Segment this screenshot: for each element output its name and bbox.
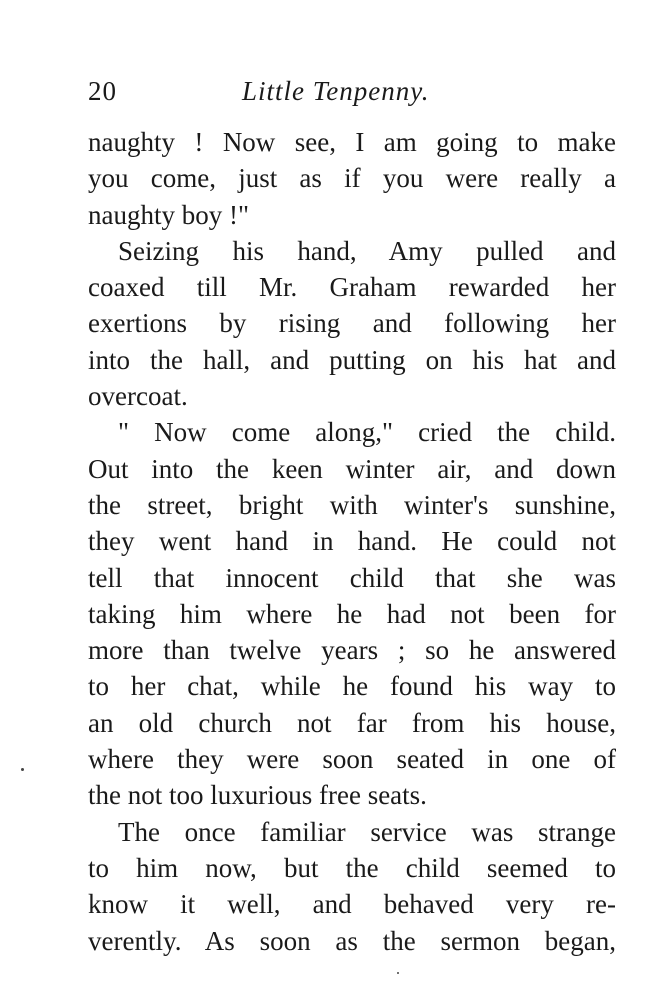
text-line: an old church not far from his house, <box>88 707 616 738</box>
text-line: they went hand in hand. He could not <box>88 526 616 557</box>
text-line: taking him where he had not been for <box>88 598 616 629</box>
text-line: coaxed till Mr. Graham rewarded her <box>88 272 616 303</box>
text-line: naughty boy !" <box>88 199 249 230</box>
text-line: where they were soon seated in one of <box>88 744 616 775</box>
page-header <box>88 76 616 116</box>
page-number: 20 <box>88 76 117 106</box>
text-line: Out into the keen winter air, and down <box>88 453 616 484</box>
text-line: to him now, but the child seemed to <box>88 852 616 883</box>
text-line: more than twelve years ; so he answered <box>88 635 616 666</box>
text-line: the not too luxurious free seats. <box>88 780 427 811</box>
text-line: Seizing his hand, Amy pulled and <box>118 235 616 266</box>
body-text <box>88 124 616 959</box>
text-line: tell that innocent child that she was <box>88 562 616 593</box>
text-line: you come, just as if you were really a <box>88 163 616 194</box>
paper-speck <box>397 972 399 974</box>
running-title: Little Tenpenny. <box>242 76 430 106</box>
text-line: verently. As soon as the sermon began, <box>88 925 616 956</box>
text-line: the street, bright with winter's sunshine, <box>88 489 616 520</box>
text-line: exertions by rising and following her <box>88 308 616 339</box>
text-line: into the hall, and putting on his hat and <box>88 344 616 375</box>
text-line: The once familiar service was strange <box>118 816 616 847</box>
text-line: " Now come along," cried the child. <box>118 417 616 448</box>
text-line: know it well, and behaved very re- <box>88 889 616 920</box>
text-line: overcoat. <box>88 381 188 412</box>
paper-speck <box>21 768 24 771</box>
text-line: naughty ! Now see, I am going to make <box>88 127 616 157</box>
text-line: to her chat, while he found his way to <box>88 671 616 702</box>
